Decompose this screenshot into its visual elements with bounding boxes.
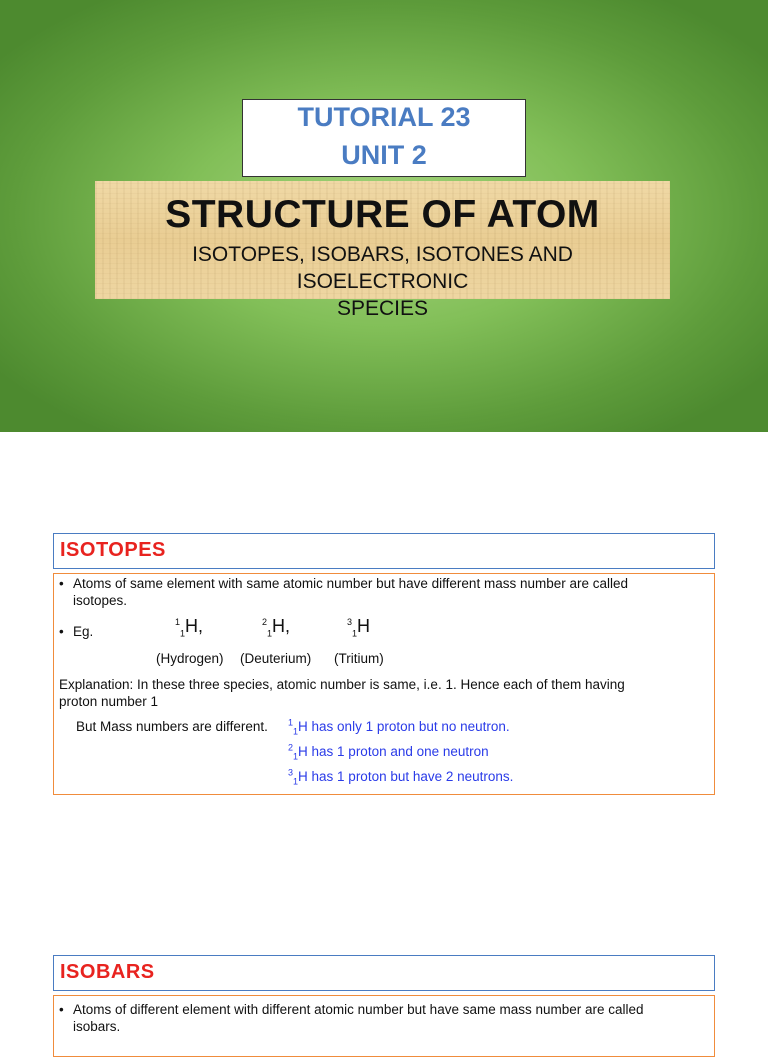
- isotope-symbol-deuterium: $^2_1$H,: [262, 616, 291, 639]
- isotope-symbol-tritium: $^3_1$H: [347, 616, 371, 639]
- isobars-slide: [0, 864, 768, 1034]
- isotope-name-tritium: (Tritium): [334, 651, 384, 666]
- isobars-content-box: [53, 995, 715, 1057]
- tutorial-box: [242, 99, 526, 177]
- isotopes-slide: [0, 432, 768, 864]
- isotopes-definition-line-1: Atoms of same element with same atomic number but have different mass number are called: [73, 576, 629, 591]
- isobars-heading-box: [53, 955, 715, 991]
- isotope-name-deuterium: (Deuterium): [240, 651, 312, 666]
- isobars-definition-line-2: isobars.: [73, 1019, 121, 1034]
- bullet-dot: •: [59, 576, 64, 591]
- unit-number: UNIT 2: [341, 140, 427, 170]
- mass-intro: But Mass numbers are different.: [76, 719, 268, 734]
- bullet-dot: •: [59, 624, 64, 639]
- slide-subtitle: [105, 241, 660, 322]
- isotopes-heading: ISOTOPES: [60, 539, 166, 561]
- explanation-line-2: proton number 1: [59, 694, 159, 709]
- isotopes-definition-line-2: isotopes.: [73, 593, 128, 608]
- tutorial-number: TUTORIAL 23: [297, 102, 471, 132]
- isotopes-heading-box: [53, 533, 715, 569]
- note-tritium: $^3_1$H has 1 proton but have 2 neutrons.: [288, 767, 514, 787]
- isotope-name-hydrogen: (Hydrogen): [156, 651, 224, 666]
- isotope-symbol-protium: $^1_1$H,: [175, 616, 204, 639]
- isotopes-content-box: [53, 573, 715, 795]
- bullet-dot: •: [59, 1002, 64, 1017]
- isobars-heading: ISOBARS: [60, 961, 155, 983]
- explanation-line-1: Explanation: In these three species, atomic number is same, i.e. 1. Hence each of them having: [59, 677, 625, 692]
- note-protium: $^1_1$H has only 1 proton but no neutron.: [288, 717, 510, 737]
- note-deuterium: $^2_1$H has 1 proton and one neutron: [288, 742, 489, 762]
- example-label: Eg.: [73, 624, 94, 639]
- subtitle-line-2: SPECIES: [336, 297, 429, 320]
- title-slide: [0, 0, 768, 432]
- title-banner: [95, 181, 670, 320]
- subtitle-line-1: ISOTOPES, ISOBARS, ISOTONES AND ISOELECTRONIC: [192, 243, 573, 293]
- isobars-definition-line-1: Atoms of different element with different atomic number but have same mass number are called: [73, 1002, 644, 1017]
- slide-title: STRUCTURE OF ATOM: [165, 193, 600, 236]
